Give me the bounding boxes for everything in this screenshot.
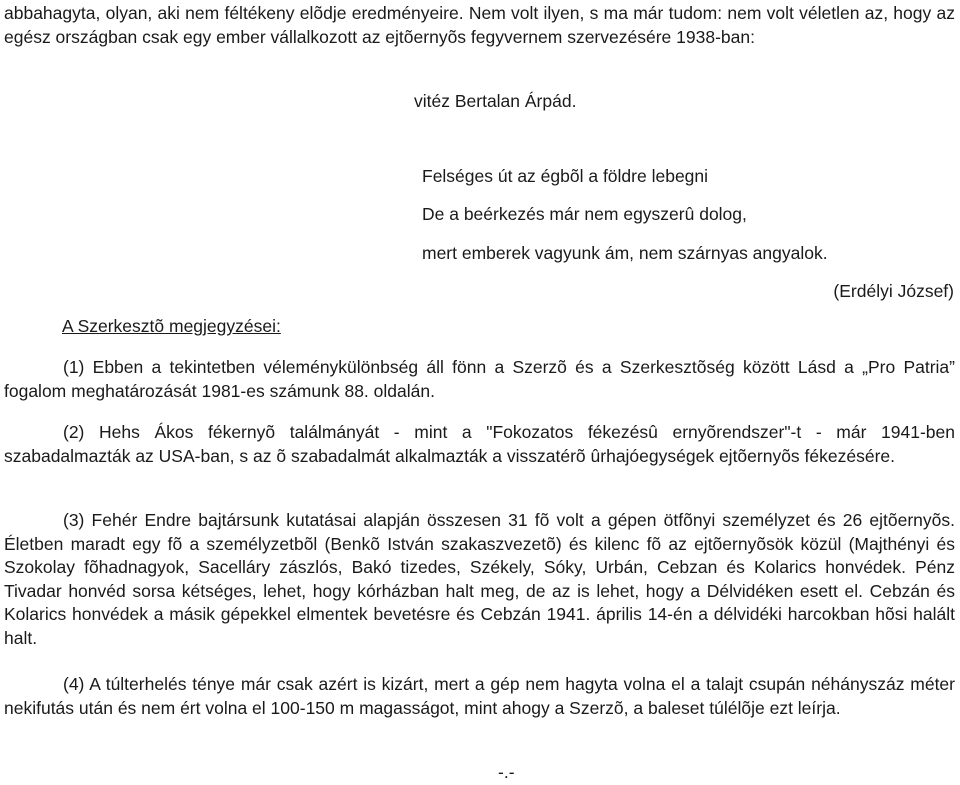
note-item: (3) Fehér Endre bajtársunk kutatásai alapján összesen 31 fõ volt a gépen ötfõnyi személyzet és 26 ejtõernyõs. Életben maradt egy fõ a személyzetbõl (Benkõ István szakaszvezetõ) és kilenc fõ az ejtõernyõsök közül (Majthényi és Szokolay fõhadnagyok, Sacelláry zászlós, Bakó tizedes, Székely, Sóky, Urbán, Cebzan és Kolarics honvédek. Pénz Tivadar honvéd sorsa kétséges, lehet, hogy kórházban halt meg, de az is lehet, hogy a Délvidéken esett el. Cebzán és Kolarics honvédek a másik gépekkel elmentek bevetésre és Cebzán 1941. április 14-én a délvidéki harcokban hõsi halált halt. xyxy=(4,510,955,648)
poem-line: mert emberek vagyunk ám, nem szárnyas angyalok. xyxy=(422,243,828,263)
poem-line: De a beérkezés már nem egyszerû dolog, xyxy=(422,204,747,224)
note-item: (1) Ebben a tekintetben véleménykülönbség áll fönn a Szerzõ és a Szerkesztõség között Lásd a „Pro Patria” fogalom meghatározását 1981-es számunk 88. oldalán. xyxy=(4,357,955,401)
note-item: (2) Hehs Ákos fékernyõ találmányát - mint a "Fokozatos fékezésû ernyõrendszer"-t - már 1941-ben szabadalmazták az USA-ban, s az õ szabadalmát alkalmazták a visszatérõ ûrhajóegységek ejtõernyõs fékezésére. xyxy=(4,422,955,466)
poem-line: Felséges út az égbõl a földre lebegni xyxy=(422,166,709,186)
named-person: vitéz Bertalan Árpád. xyxy=(414,91,577,111)
notes-heading: A Szerkesztõ megjegyzései: xyxy=(62,316,281,336)
poem-author: (Erdélyi József) xyxy=(833,281,954,301)
page-marker: -.- xyxy=(498,762,515,782)
note-item: (4) A túlterhelés ténye már csak azért is kizárt, mert a gép nem hagyta volna el a talajt csupán néhányszáz méter nekifutás után és nem ért volna el 100-150 m magasságot, mint ahogy a Szerzõ, a baleset túlélõje ezt leírja. xyxy=(4,674,955,718)
intro-paragraph: abbahagyta, olyan, aki nem féltékeny elõdje eredményeire. Nem volt ilyen, s ma már tudom: nem volt véletlen az, hogy az egész országban csak egy ember vállalkozott az ejtõernyõs fegyvernem szervezésére 1938-ban: xyxy=(4,3,955,47)
